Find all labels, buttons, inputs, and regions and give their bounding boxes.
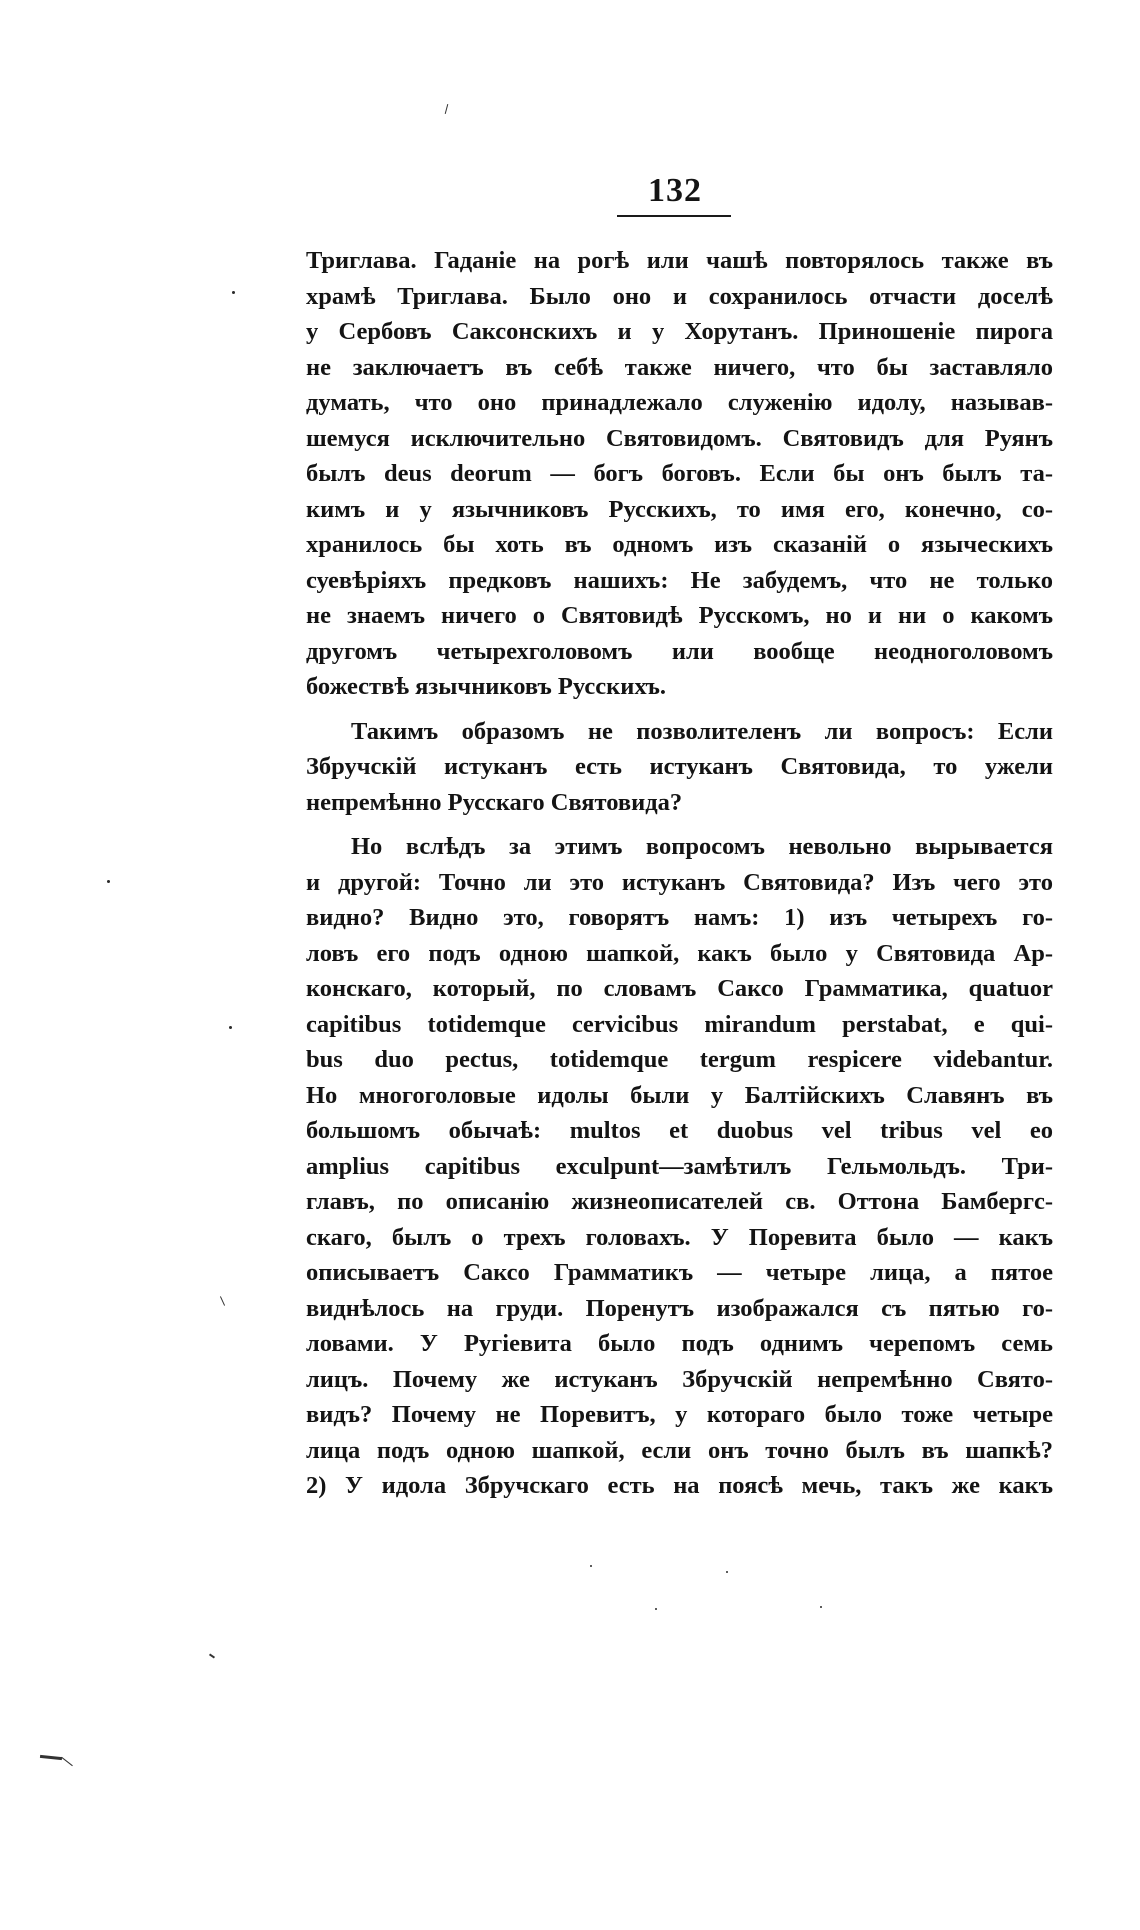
text-line: другомъ четырехголовомъ или вообще неодноголовомъ [306,637,1053,665]
scan-speck [820,1606,822,1608]
text-line: шемуся исключительно Святовидомъ. Святовидъ для Руянъ [306,424,1053,452]
scan-speck [107,880,110,883]
scan-speck [590,1565,592,1567]
scan-speck [229,1026,232,1029]
body-text [306,243,1053,1504]
text-line: лицъ. Почему же истуканъ Збручскій непремѣнно Свято- [306,1365,1053,1393]
paragraph-3 [306,829,1053,1504]
text-line: у Сербовъ Саксонскихъ и у Хорутанъ. Приношеніе пирога [306,318,1053,345]
text-line: 2) У идола Збручскаго есть на поясѣ мечь, такъ же какъ [306,1472,1053,1499]
text-line: и другой: Точно ли это истуканъ Святовида? Изъ чего это [306,868,1053,896]
paragraph-1 [306,243,1053,705]
page-number-underline [617,215,731,217]
text-line: былъ deus deorum — богъ боговъ. Если бы онъ былъ та- [306,460,1053,487]
text-line: лица подъ одною шапкой, если онъ точно былъ въ шапкѣ? [306,1436,1053,1464]
scan-mark [209,1653,215,1658]
text-line: кимъ и у язычниковъ Русскихъ, то имя его, конечно, со- [306,495,1053,523]
text-line: виднѣлось на груди. Поренутъ изображался съ пятью го- [306,1294,1053,1322]
text-line: не знаемъ ничего о Святовидѣ Русскомъ, но и ни о какомъ [306,602,1053,629]
page-number: 132 [648,172,702,209]
text-line: bus duo pectus, totidemque tergum respicere videbantur. [306,1046,1053,1073]
text-line: видно? Видно это, говорятъ намъ: 1) изъ четырехъ го- [306,904,1053,931]
text-line: суевѣріяхъ предковъ нашихъ: Не забудемъ, что не только [306,566,1053,594]
paragraph-2 [306,714,1053,821]
text-line: не заключаетъ въ себѣ также ничего, что бы заставляло [306,353,1053,381]
text-line: конскаго, который, по словамъ Саксо Грамматика, quatuor [306,975,1053,1002]
scan-mark [61,1757,73,1766]
text-line: Збручскій истуканъ есть истуканъ Святовида, то ужели [306,753,1053,780]
text-line: Такимъ образомъ не позволителенъ ли вопросъ: Если [351,717,1053,745]
text-line: Но вслѣдъ за этимъ вопросомъ невольно вырывается [351,833,1053,860]
text-line: capitibus totidemque cervicibus mirandum perstabat, e qui- [306,1010,1053,1038]
text-line: amplius capitibus exculpunt—замѣтилъ Гельмольдъ. Три- [306,1152,1053,1180]
text-line: хранилось бы хоть въ одномъ изъ сказаній о языческихъ [306,531,1053,558]
text-line: Но многоголовые идолы были у Балтійскихъ Славянъ въ [306,1081,1053,1109]
scan-mark [445,104,449,114]
text-line: храмѣ Триглава. Было оно и сохранилось отчасти доселѣ [306,282,1053,310]
text-line: видъ? Почему не Поревитъ, у котораго было тоже четыре [306,1401,1053,1428]
text-line: главъ, по описанію жизнеописателей св. Оттона Бамбергс- [306,1188,1053,1215]
text-line: скаго, былъ о трехъ головахъ. У Поревита было — какъ [306,1223,1053,1251]
text-line: думать, что оно принадлежало служенію идолу, называв- [306,389,1053,416]
scan-speck [726,1571,728,1573]
text-line: непремѣнно Русскаго Святовида? [306,788,683,816]
text-line: ловами. У Ругіевита было подъ однимъ черепомъ семь [306,1330,1053,1357]
scan-mark [40,1755,62,1760]
text-line: описываетъ Саксо Грамматикъ — четыре лица, а пятое [306,1259,1053,1286]
scan-speck [655,1608,657,1610]
scan-mark [220,1296,225,1305]
text-line: большомъ обычаѣ: multos et duobus vel tribus vel eo [306,1117,1053,1144]
text-line: божествѣ язычниковъ Русскихъ. [306,673,667,700]
text-line: ловъ его подъ одною шапкой, какъ было у Святовида Ар- [306,939,1053,967]
scan-speck [232,291,235,294]
text-line: Триглава. Гаданіе на рогѣ или чашѣ повторялось также въ [306,247,1053,274]
